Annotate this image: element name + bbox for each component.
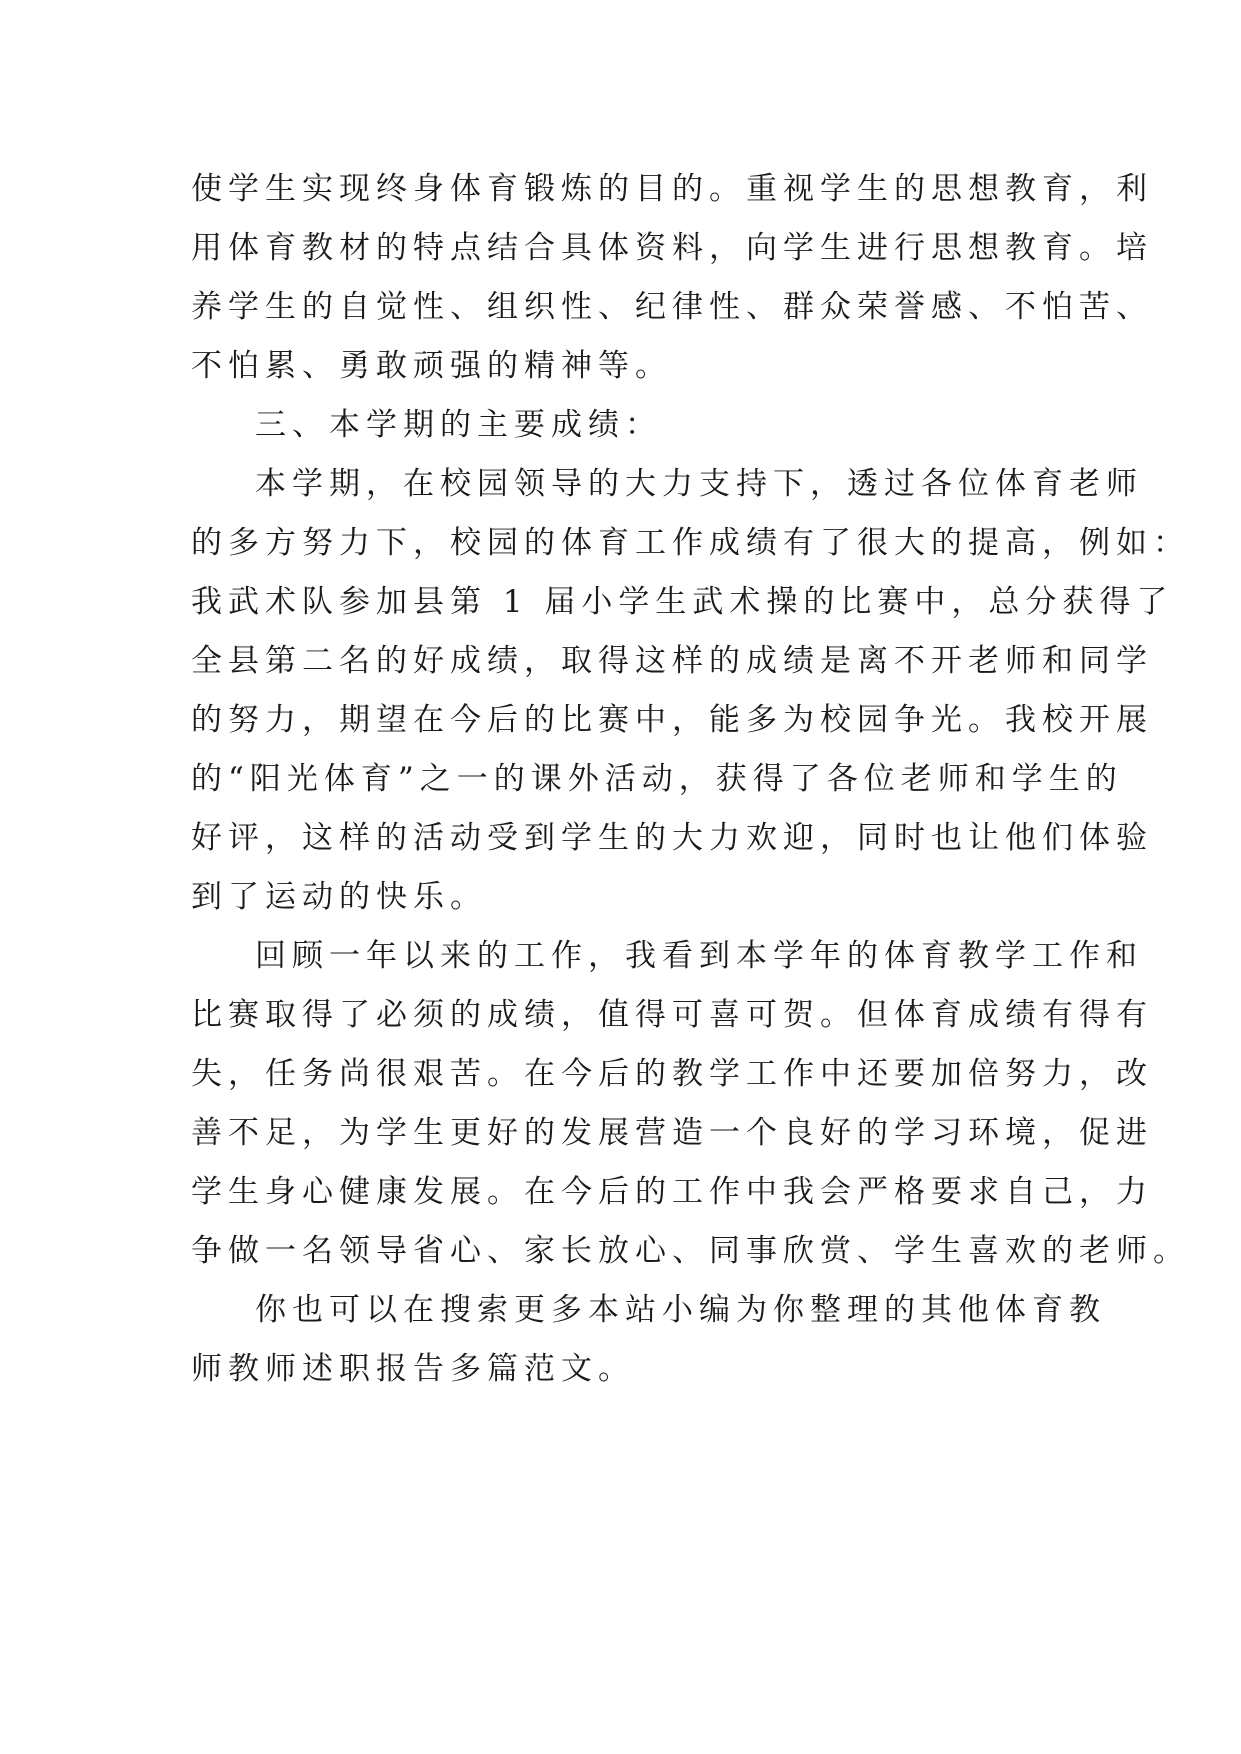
text-line: 师教师述职报告多篇范文。: [191, 1351, 635, 1387]
text-line: 全县第二名的好成绩，取得这样的成绩是离不开老师和同学: [191, 643, 1153, 679]
text-line: 争做一名领导省心、家长放心、同事欣赏、学生喜欢的老师。: [191, 1233, 1190, 1269]
text-line: 你也可以在搜索更多本站小编为你整理的其他体育教: [255, 1292, 1106, 1328]
text-line: 学生身心健康发展。在今后的工作中我会严格要求自己，力: [191, 1174, 1153, 1210]
section-heading: 三、本学期的主要成绩：: [255, 407, 662, 443]
text-line: 使学生实现终身体育锻炼的目的。重视学生的思想教育，利: [191, 171, 1153, 207]
text-line: 比赛取得了必须的成绩，值得可喜可贺。但体育成绩有得有: [191, 997, 1153, 1033]
text-line: 的“阳光体育”之一的课外活动，获得了各位老师和学生的: [191, 761, 1123, 797]
text-line: 回顾一年以来的工作，我看到本学年的体育教学工作和: [255, 938, 1143, 974]
text-line: 的多方努力下，校园的体育工作成绩有了很大的提高，例如：: [191, 525, 1190, 561]
text-line: 我武术队参加县第 1 届小学生武术操的比赛中，总分获得了: [191, 584, 1174, 620]
document-body: [191, 160, 1190, 1399]
text-line: 好评，这样的活动受到学生的大力欢迎，同时也让他们体验: [191, 820, 1153, 856]
text-line: 失，任务尚很艰苦。在今后的教学工作中还要加倍努力，改: [191, 1056, 1153, 1092]
text-line: 用体育教材的特点结合具体资料，向学生进行思想教育。培: [191, 230, 1153, 266]
text-line: 不怕累、勇敢顽强的精神等。: [191, 348, 672, 384]
text-line: 本学期，在校园领导的大力支持下，透过各位体育老师: [255, 466, 1143, 502]
text-line: 善不足，为学生更好的发展营造一个良好的学习环境，促进: [191, 1115, 1153, 1151]
text-line: 的努力，期望在今后的比赛中，能多为校园争光。我校开展: [191, 702, 1153, 738]
text-line: 养学生的自觉性、组织性、纪律性、群众荣誉感、不怕苦、: [191, 289, 1153, 325]
text-line: 到了运动的快乐。: [191, 879, 487, 915]
